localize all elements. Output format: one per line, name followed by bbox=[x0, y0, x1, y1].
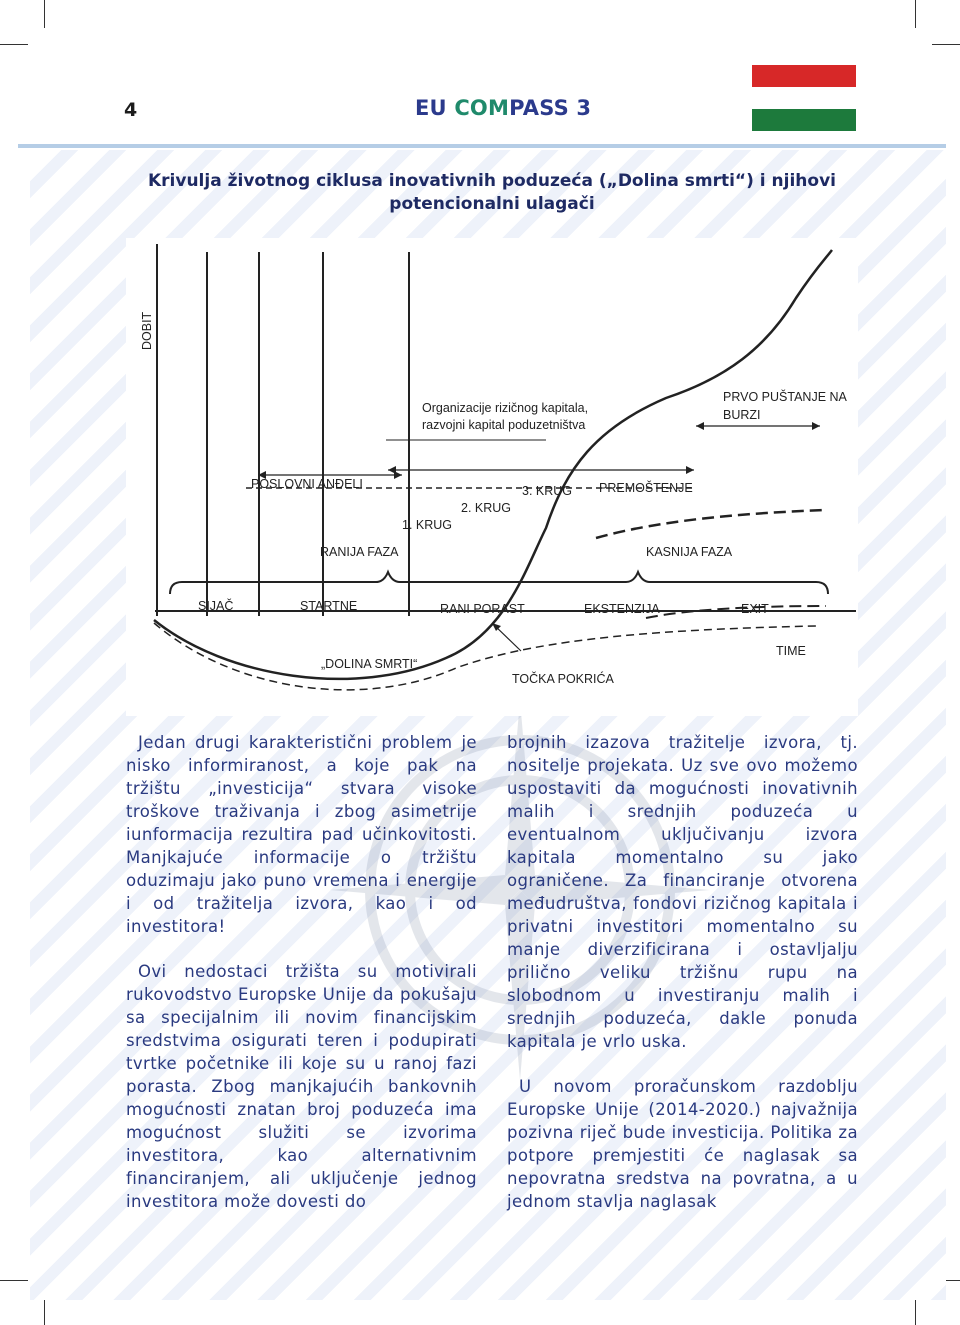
stage-label: RANI PORAST bbox=[440, 602, 525, 616]
hungarian-flag bbox=[752, 65, 856, 133]
x-axis-label: TIME bbox=[776, 644, 806, 658]
late-stage-label: KASNIJA FAZA bbox=[646, 545, 733, 559]
flag-stripe-green bbox=[752, 109, 856, 131]
valley-of-death-label: „DOLINA SMRTI“ bbox=[321, 657, 418, 671]
figure-title: Krivulja životnog ciklusa inovativnih poduzeća („Dolina smrti“) i njihovi potencionalni ulagači bbox=[147, 171, 836, 214]
crop-mark bbox=[0, 1280, 28, 1281]
late-stage-dashed-curve bbox=[596, 510, 826, 538]
arrowhead bbox=[686, 466, 694, 474]
y-axis-label: DOBIT bbox=[140, 311, 154, 350]
ipo-label-line2: BURZI bbox=[723, 408, 761, 422]
flag-stripe-white bbox=[752, 87, 856, 109]
round3-label: 3. KRUG bbox=[522, 484, 573, 498]
header-rule bbox=[18, 144, 946, 148]
masthead bbox=[415, 96, 591, 120]
angels-label: POSLOVNI ANĐELI bbox=[251, 477, 363, 491]
crop-mark bbox=[44, 1297, 45, 1325]
masthead-com: COM bbox=[454, 96, 510, 120]
page-number: 4 bbox=[124, 99, 138, 121]
lifecycle-diagram bbox=[126, 238, 858, 716]
arrowhead bbox=[696, 422, 704, 430]
masthead-pass: PASS 3 bbox=[509, 96, 592, 120]
crop-mark bbox=[915, 0, 916, 28]
text-column-right bbox=[507, 731, 858, 1235]
arrowhead bbox=[388, 466, 396, 474]
flag-stripe-red bbox=[752, 65, 856, 87]
stage-label: EXIT bbox=[741, 602, 769, 616]
crop-mark bbox=[44, 0, 45, 28]
vc-label-line2: razvojni kapital poduzetništva bbox=[422, 418, 586, 432]
arrowhead bbox=[812, 422, 820, 430]
stage-label: SIJAČ bbox=[198, 599, 234, 613]
paragraph: Jedan drugi karakteristični problem je nisko informiranost, a koje pak na tržištu „investicija“ stvara visoke troškove traživanja i zbog asimetrije iunformacija rezultira pad učinkovitosti. Manjkajuće informacije o tržištu oduzimaju jako puno vremena i energije i od tražitelja izvora, kao i od investitora! bbox=[126, 733, 477, 936]
paragraph: brojnih izazova tražitelje izvora, tj. nositelje projekata. Uz sve ovo možemo uspostaviti da mogućnosti inovativnih malih i srednjih poduzeća u eventualnom uključivanju izvora kapitala momentalno su jako ograničene. Za financiranje otvorena međudruštva, fondovi rizičnog kapitala i privatni investitori momentalno su manje diverzificirana i ostavljalju prilično veliku tržišnu rupu na slobodnom u investiranju malih i srednjih poduzeća, dakle ponuda kapitala je vrlo uska. bbox=[507, 733, 858, 1051]
early-stage-label: RANIJA FAZA bbox=[320, 545, 399, 559]
stage-brace bbox=[170, 572, 828, 594]
breakeven-label: TOČKA POKRIĆA bbox=[512, 672, 614, 686]
crop-mark bbox=[915, 1297, 916, 1325]
masthead-eu: EU bbox=[415, 96, 455, 120]
round1-label: 1. KRUG bbox=[402, 518, 453, 532]
stage-label: EKSTENZIJA bbox=[584, 602, 660, 616]
vc-label-line1: Organizacije rizičnog kapitala, bbox=[422, 401, 589, 415]
ipo-label-line1: PRVO PUŠTANJE NA bbox=[723, 390, 847, 404]
round2-label: 2. KRUG bbox=[461, 501, 512, 515]
crop-mark bbox=[0, 44, 28, 45]
paragraph: U novom proračunskom razdoblju Europske Unije (2014-2020.) najvažnija pozivna riječ bude investicija. Politika za potpore premjestiti će naglasak sa nepovratna sredstva na povratna, a u jednom stavlja naglasak bbox=[507, 1077, 858, 1211]
crop-mark bbox=[932, 44, 960, 45]
paragraph: Ovi nedostaci tržišta su motivirali rukovodstvo Europske Unije da pokušaju sa specijalnim ili novim financijskim sredstvima osigurati teren i podupirati tvrtke početnike ili koje su u ranoj fazi porasta. Zbog manjkajućih bankovnih mogućnosti znatan broj poduzeća ima mogućnost služiti se izvorima investitora, kao alternativnim financiranjem, ali uključenje jednog investitora može dovesti do bbox=[126, 962, 477, 1211]
text-column-left bbox=[126, 731, 477, 1235]
bridge-label: PREMOŠTENJE bbox=[599, 481, 693, 495]
stage-label: STARTNE bbox=[300, 599, 358, 613]
